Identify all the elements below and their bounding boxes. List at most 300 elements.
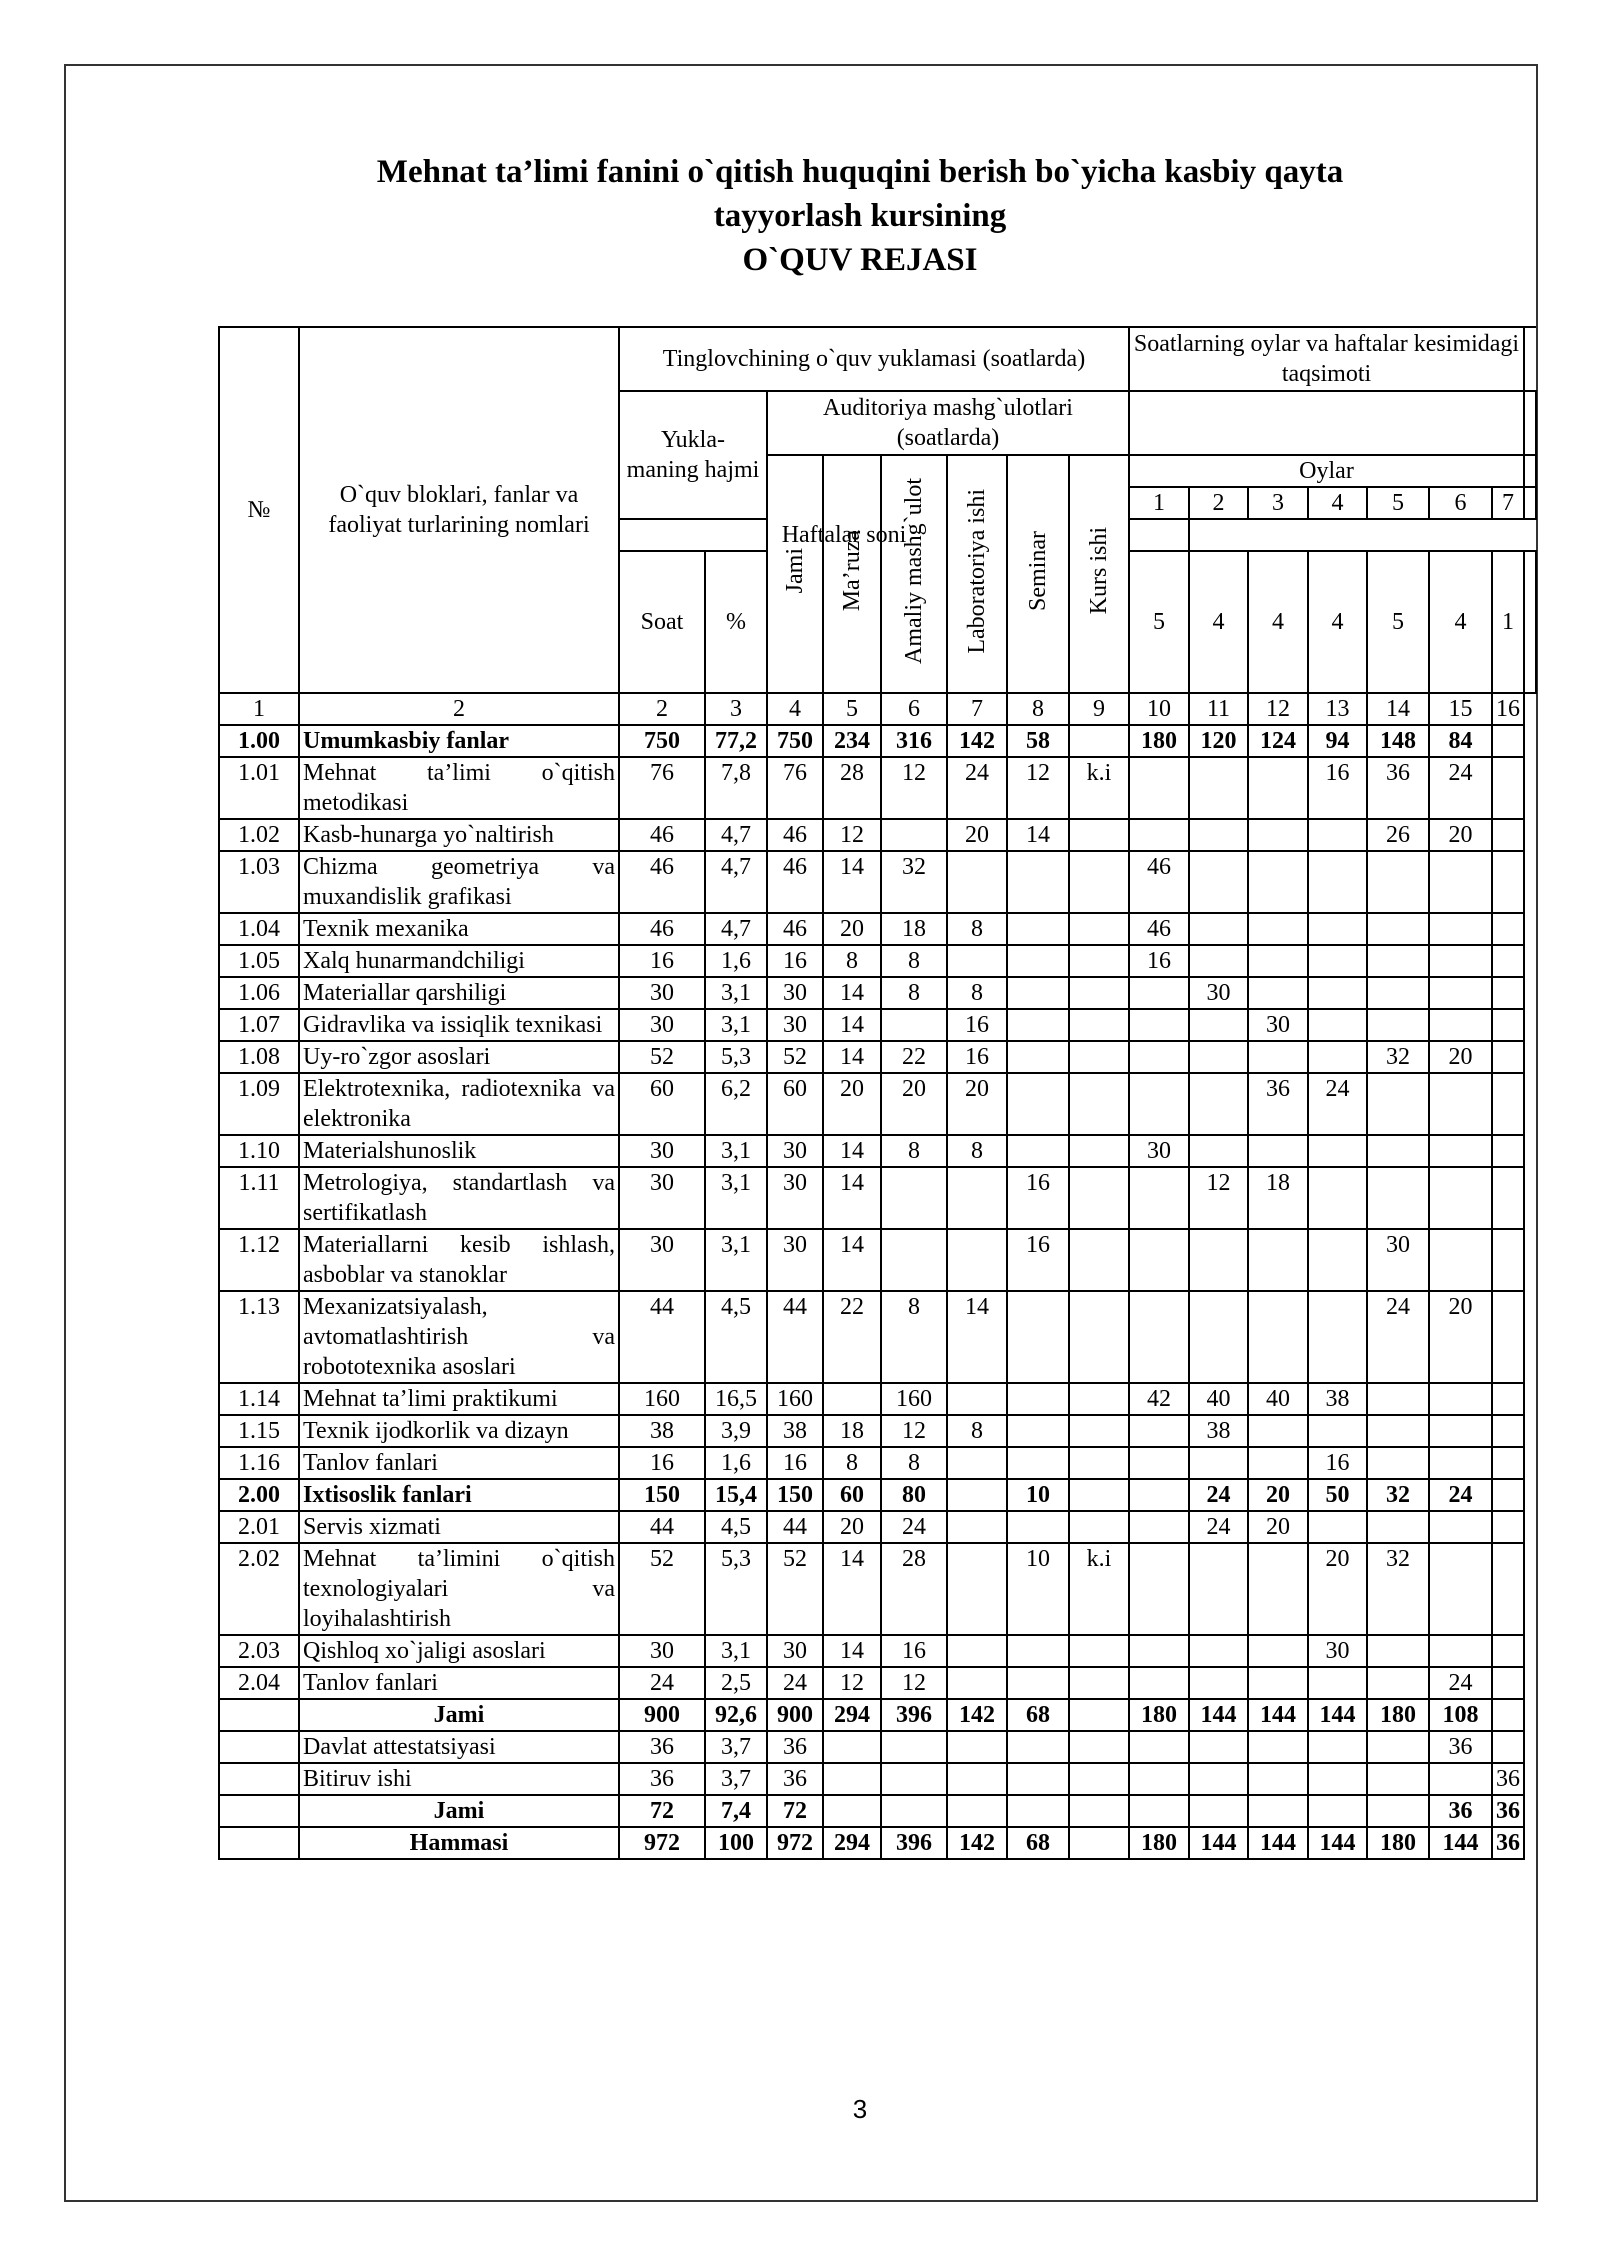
column-number: 5 [823, 693, 881, 725]
row-value [1129, 1073, 1189, 1135]
table-row [219, 945, 1536, 977]
row-value: 46 [1129, 913, 1189, 945]
row-value: 144 [1248, 1827, 1308, 1859]
table-row [219, 1635, 1536, 1667]
row-number: 1.02 [219, 819, 299, 851]
row-number: 1.10 [219, 1135, 299, 1167]
row-value: 4,7 [705, 851, 767, 913]
row-value [1069, 1699, 1129, 1731]
row-value: 8 [947, 1415, 1007, 1447]
table-row [219, 1827, 1536, 1859]
row-value: 12 [881, 1667, 947, 1699]
row-value [881, 819, 947, 851]
row-value [1189, 1763, 1248, 1795]
table-row [219, 977, 1536, 1009]
row-value: 1,6 [705, 1447, 767, 1479]
row-value: 8 [881, 977, 947, 1009]
row-value [1248, 757, 1308, 819]
row-value: 24 [1429, 1479, 1492, 1511]
row-value: 12 [881, 1415, 947, 1447]
row-name: Hammasi [299, 1827, 619, 1859]
row-value: 38 [619, 1415, 705, 1447]
row-number [219, 1763, 299, 1795]
row-value [1069, 725, 1129, 757]
row-value: 124 [1248, 725, 1308, 757]
column-number: 7 [947, 693, 1007, 725]
row-value: 30 [1308, 1635, 1367, 1667]
row-value [947, 1383, 1007, 1415]
row-value: 46 [619, 819, 705, 851]
table-row [219, 1383, 1536, 1415]
row-value: 38 [767, 1415, 823, 1447]
row-value: 24 [947, 757, 1007, 819]
row-value: 20 [947, 1073, 1007, 1135]
row-value: 14 [823, 1635, 881, 1667]
row-value: 60 [619, 1073, 705, 1135]
row-value: 14 [823, 977, 881, 1009]
curriculum-table [218, 326, 1537, 1860]
row-name: Tanlov fanlari [299, 1667, 619, 1699]
row-value [1308, 1415, 1367, 1447]
row-value: 6,2 [705, 1073, 767, 1135]
row-value: 30 [1367, 1229, 1429, 1291]
row-value [1492, 819, 1524, 851]
row-value [1248, 1291, 1308, 1383]
row-value: 36 [1492, 1763, 1524, 1795]
row-value: 94 [1308, 725, 1367, 757]
row-value: 60 [823, 1479, 881, 1511]
row-value: 4,7 [705, 819, 767, 851]
row-value [1069, 851, 1129, 913]
row-number: 2.00 [219, 1479, 299, 1511]
row-value [1129, 1415, 1189, 1447]
row-value [947, 1635, 1007, 1667]
row-value: 50 [1308, 1479, 1367, 1511]
row-value: 28 [881, 1543, 947, 1635]
row-value: 150 [619, 1479, 705, 1511]
row-value: 160 [767, 1383, 823, 1415]
table-row [219, 1479, 1536, 1511]
row-value [1189, 1667, 1248, 1699]
month-3: 3 [1248, 487, 1308, 519]
week-6: 4 [1429, 551, 1492, 693]
row-value [1367, 1635, 1429, 1667]
row-number [219, 1731, 299, 1763]
row-value [1129, 1635, 1189, 1667]
row-value [1069, 1635, 1129, 1667]
row-value [1367, 1447, 1429, 1479]
row-name: Qishloq xo`jaligi asoslari [299, 1635, 619, 1667]
row-number: 1.14 [219, 1383, 299, 1415]
month-1: 1 [1129, 487, 1189, 519]
row-name: Metrologiya, standartlash va sertifikatlash [299, 1167, 619, 1229]
row-value [1308, 913, 1367, 945]
row-value: 5,3 [705, 1041, 767, 1073]
row-value: 52 [767, 1041, 823, 1073]
row-value [1007, 1073, 1069, 1135]
row-value [947, 1543, 1007, 1635]
header-oylar: Oylar [1129, 455, 1524, 487]
row-value: 142 [947, 1699, 1007, 1731]
document-title [180, 150, 1540, 282]
row-value: 12 [823, 1667, 881, 1699]
row-value: 20 [823, 913, 881, 945]
row-value [1129, 977, 1189, 1009]
row-value: 16 [767, 945, 823, 977]
column-number: 14 [1367, 693, 1429, 725]
row-value: 144 [1248, 1699, 1308, 1731]
row-value [1248, 1543, 1308, 1635]
row-value [1069, 1415, 1129, 1447]
week-5: 5 [1367, 551, 1429, 693]
table-row [219, 1073, 1536, 1135]
row-value [1429, 851, 1492, 913]
row-value [1007, 945, 1069, 977]
row-value: 36 [767, 1763, 823, 1795]
row-value [1308, 1009, 1367, 1041]
row-name: Bitiruv ishi [299, 1763, 619, 1795]
row-value: 8 [881, 945, 947, 977]
row-value [1007, 1383, 1069, 1415]
table-row [219, 1447, 1536, 1479]
row-value [947, 1795, 1007, 1827]
row-number: 1.11 [219, 1167, 299, 1229]
row-value: 144 [1308, 1827, 1367, 1859]
row-value [1429, 1009, 1492, 1041]
row-value: 46 [1129, 851, 1189, 913]
row-value [1308, 1167, 1367, 1229]
row-name: Kasb-hunarga yo`naltirish [299, 819, 619, 851]
row-value [1308, 1795, 1367, 1827]
row-value [1492, 1291, 1524, 1383]
row-value [1129, 1511, 1189, 1543]
row-value: 30 [767, 1635, 823, 1667]
row-value [947, 1511, 1007, 1543]
row-value [1129, 1447, 1189, 1479]
row-value [1129, 1795, 1189, 1827]
row-value: 12 [1007, 757, 1069, 819]
row-value: 44 [619, 1511, 705, 1543]
row-value: 60 [767, 1073, 823, 1135]
row-value: 108 [1429, 1699, 1492, 1731]
row-value [1308, 1667, 1367, 1699]
column-number: 15 [1429, 693, 1492, 725]
row-value [1492, 1041, 1524, 1073]
row-value: 12 [823, 819, 881, 851]
row-value: 20 [1429, 1291, 1492, 1383]
row-value: 20 [1248, 1479, 1308, 1511]
row-value: 144 [1429, 1827, 1492, 1859]
row-value: 4,7 [705, 913, 767, 945]
row-value: 80 [881, 1479, 947, 1511]
row-value: 52 [619, 1041, 705, 1073]
row-value: 180 [1129, 725, 1189, 757]
row-value [881, 1229, 947, 1291]
row-number: 2.04 [219, 1667, 299, 1699]
row-name: Jami [299, 1795, 619, 1827]
row-number: 2.01 [219, 1511, 299, 1543]
row-value [1189, 1041, 1248, 1073]
row-value: 160 [881, 1383, 947, 1415]
row-value: 52 [767, 1543, 823, 1635]
row-value [1129, 1763, 1189, 1795]
row-value: 68 [1007, 1699, 1069, 1731]
table-row [219, 1167, 1536, 1229]
row-value: 396 [881, 1699, 947, 1731]
row-value [1308, 851, 1367, 913]
row-value [1007, 1731, 1069, 1763]
row-value [1429, 1511, 1492, 1543]
row-value: 68 [1007, 1827, 1069, 1859]
row-number: 1.08 [219, 1041, 299, 1073]
row-value: 42 [1129, 1383, 1189, 1415]
row-value [1492, 1415, 1524, 1447]
row-value [1248, 1635, 1308, 1667]
row-value: 36 [619, 1763, 705, 1795]
row-value: 24 [767, 1667, 823, 1699]
row-value: 150 [767, 1479, 823, 1511]
row-value: 16 [1007, 1167, 1069, 1229]
column-number: 4 [767, 693, 823, 725]
row-value: 3,9 [705, 1415, 767, 1447]
row-value: 36 [1429, 1731, 1492, 1763]
row-name: Mexanizatsiyalash, avtomatlashtirish va robototexnika asoslari [299, 1291, 619, 1383]
row-value [1007, 1135, 1069, 1167]
row-value: 52 [619, 1543, 705, 1635]
week-3: 4 [1248, 551, 1308, 693]
row-name: Gidravlika va issiqlik texnikasi [299, 1009, 619, 1041]
row-value: 18 [823, 1415, 881, 1447]
header-distribution: Soatlarning oylar va haftalar kesimidagi taqsimoti [1129, 327, 1524, 391]
row-value [1007, 1763, 1069, 1795]
row-value [1429, 1167, 1492, 1229]
row-value [1007, 1511, 1069, 1543]
row-value [1429, 1073, 1492, 1135]
row-value [1308, 1135, 1367, 1167]
row-name: Davlat attestatsiyasi [299, 1731, 619, 1763]
row-value: 32 [881, 851, 947, 913]
row-value: 8 [947, 913, 1007, 945]
row-value [1129, 1543, 1189, 1635]
row-value: 8 [881, 1447, 947, 1479]
column-number: 11 [1189, 693, 1248, 725]
row-value [947, 1479, 1007, 1511]
row-value [823, 1731, 881, 1763]
row-value [947, 1667, 1007, 1699]
column-numbers [219, 693, 1536, 725]
row-value [1248, 1763, 1308, 1795]
row-value: 24 [1367, 1291, 1429, 1383]
row-value: 46 [767, 819, 823, 851]
row-value [947, 1763, 1007, 1795]
row-value [1007, 1667, 1069, 1699]
row-value: 30 [619, 1635, 705, 1667]
row-value [1492, 725, 1524, 757]
row-value: 22 [823, 1291, 881, 1383]
title-line-1: Mehnat ta’limi fanini o`qitish huquqini berish bo`yicha kasbiy qayta [376, 154, 1344, 190]
row-value: 20 [1429, 819, 1492, 851]
row-value: 8 [881, 1135, 947, 1167]
row-value: 972 [767, 1827, 823, 1859]
header-auditorium: Auditoriya mashg`ulotlari (soatlarda) [767, 391, 1129, 455]
row-value [1367, 1135, 1429, 1167]
row-value [1007, 1009, 1069, 1041]
row-value: 10 [1007, 1479, 1069, 1511]
row-value [1248, 1041, 1308, 1073]
row-value [1069, 1827, 1129, 1859]
table-body [219, 725, 1536, 1859]
row-value: 142 [947, 725, 1007, 757]
column-number: 13 [1308, 693, 1367, 725]
row-value [1129, 757, 1189, 819]
row-value: 24 [1189, 1511, 1248, 1543]
row-name: Tanlov fanlari [299, 1447, 619, 1479]
column-number: 6 [881, 693, 947, 725]
row-value [1189, 1229, 1248, 1291]
row-value: 30 [1129, 1135, 1189, 1167]
row-name: Jami [299, 1699, 619, 1731]
row-value [1069, 977, 1129, 1009]
row-value [1367, 977, 1429, 1009]
header-load: Tinglovchining o`quv yuklamasi (soatlarda) [619, 327, 1129, 391]
month-7: 7 [1492, 487, 1524, 519]
row-value: 180 [1129, 1827, 1189, 1859]
row-value: 14 [823, 1135, 881, 1167]
month-5: 5 [1367, 487, 1429, 519]
row-value: 44 [619, 1291, 705, 1383]
row-name: Ixtisoslik fanlari [299, 1479, 619, 1511]
row-value [1069, 1383, 1129, 1415]
row-value: 24 [619, 1667, 705, 1699]
row-value [1069, 1479, 1129, 1511]
row-value [1367, 945, 1429, 977]
table-row [219, 757, 1536, 819]
row-value: 46 [767, 913, 823, 945]
week-7: 1 [1492, 551, 1524, 693]
row-value [1492, 945, 1524, 977]
row-value: 44 [767, 1511, 823, 1543]
row-value [1367, 1795, 1429, 1827]
row-value [1367, 1009, 1429, 1041]
row-value: 3,1 [705, 1167, 767, 1229]
row-value [1429, 1415, 1492, 1447]
row-value [1189, 1543, 1248, 1635]
row-value [881, 1795, 947, 1827]
row-value: 14 [823, 1167, 881, 1229]
row-number: 1.07 [219, 1009, 299, 1041]
row-value [1248, 851, 1308, 913]
row-value: 16 [619, 945, 705, 977]
row-value [1429, 1543, 1492, 1635]
row-value: 7,4 [705, 1795, 767, 1827]
row-value [1069, 819, 1129, 851]
row-value [1308, 977, 1367, 1009]
row-value: 8 [947, 1135, 1007, 1167]
week-4: 4 [1308, 551, 1367, 693]
row-value [1367, 1415, 1429, 1447]
row-number: 1.15 [219, 1415, 299, 1447]
row-value [1189, 1135, 1248, 1167]
row-value [947, 1447, 1007, 1479]
row-value [947, 851, 1007, 913]
row-value: k.i [1069, 1543, 1129, 1635]
row-value: 30 [619, 1167, 705, 1229]
row-value [1129, 1479, 1189, 1511]
row-number: 1.09 [219, 1073, 299, 1135]
row-name: Materiallar qarshiligi [299, 977, 619, 1009]
column-number: 9 [1069, 693, 1129, 725]
table-row [219, 1511, 1536, 1543]
row-name: Texnik mexanika [299, 913, 619, 945]
row-value: 14 [823, 1543, 881, 1635]
row-value: 10 [1007, 1543, 1069, 1635]
row-name: Mehnat ta’limi o`qitish metodikasi [299, 757, 619, 819]
row-value: 20 [881, 1073, 947, 1135]
row-value [1007, 1635, 1069, 1667]
row-value [1492, 1229, 1524, 1291]
table-row [219, 913, 1536, 945]
row-value [1429, 913, 1492, 945]
row-value: 30 [619, 1229, 705, 1291]
row-value [823, 1763, 881, 1795]
row-value [1069, 1009, 1129, 1041]
row-value: 14 [823, 1009, 881, 1041]
row-value [1367, 1763, 1429, 1795]
row-value: 16,5 [705, 1383, 767, 1415]
row-value: 46 [767, 851, 823, 913]
row-value [1429, 977, 1492, 1009]
row-value: 72 [619, 1795, 705, 1827]
table-row [219, 1667, 1536, 1699]
row-value [1189, 1731, 1248, 1763]
row-number: 1.16 [219, 1447, 299, 1479]
row-number: 1.00 [219, 725, 299, 757]
row-value [1492, 1135, 1524, 1167]
table-row [219, 1135, 1536, 1167]
row-value: 3,7 [705, 1731, 767, 1763]
row-name: Xalq hunarmandchiligi [299, 945, 619, 977]
row-value [1007, 851, 1069, 913]
row-value: 12 [881, 757, 947, 819]
row-value [1308, 1291, 1367, 1383]
row-value [1189, 1795, 1248, 1827]
row-value: 20 [1308, 1543, 1367, 1635]
row-value: 3,1 [705, 1635, 767, 1667]
row-value [1492, 1543, 1524, 1635]
row-value: 38 [1308, 1383, 1367, 1415]
row-value [1248, 1135, 1308, 1167]
header-jami: Jami [767, 455, 823, 693]
row-name: Uy-ro`zgor asoslari [299, 1041, 619, 1073]
row-value: 30 [767, 1009, 823, 1041]
row-value: 58 [1007, 725, 1069, 757]
row-value [1189, 819, 1248, 851]
row-value: 4,5 [705, 1511, 767, 1543]
row-value: 24 [1189, 1479, 1248, 1511]
row-value [1492, 1667, 1524, 1699]
row-value: 20 [1429, 1041, 1492, 1073]
row-value [1007, 1291, 1069, 1383]
row-value: 30 [619, 1135, 705, 1167]
row-number: 1.12 [219, 1229, 299, 1291]
row-value [1007, 977, 1069, 1009]
row-value [1129, 1009, 1189, 1041]
row-value: 14 [823, 851, 881, 913]
row-value [1429, 1135, 1492, 1167]
row-name: Umumkasbiy fanlar [299, 725, 619, 757]
row-value [1189, 1635, 1248, 1667]
row-value: 36 [1367, 757, 1429, 819]
